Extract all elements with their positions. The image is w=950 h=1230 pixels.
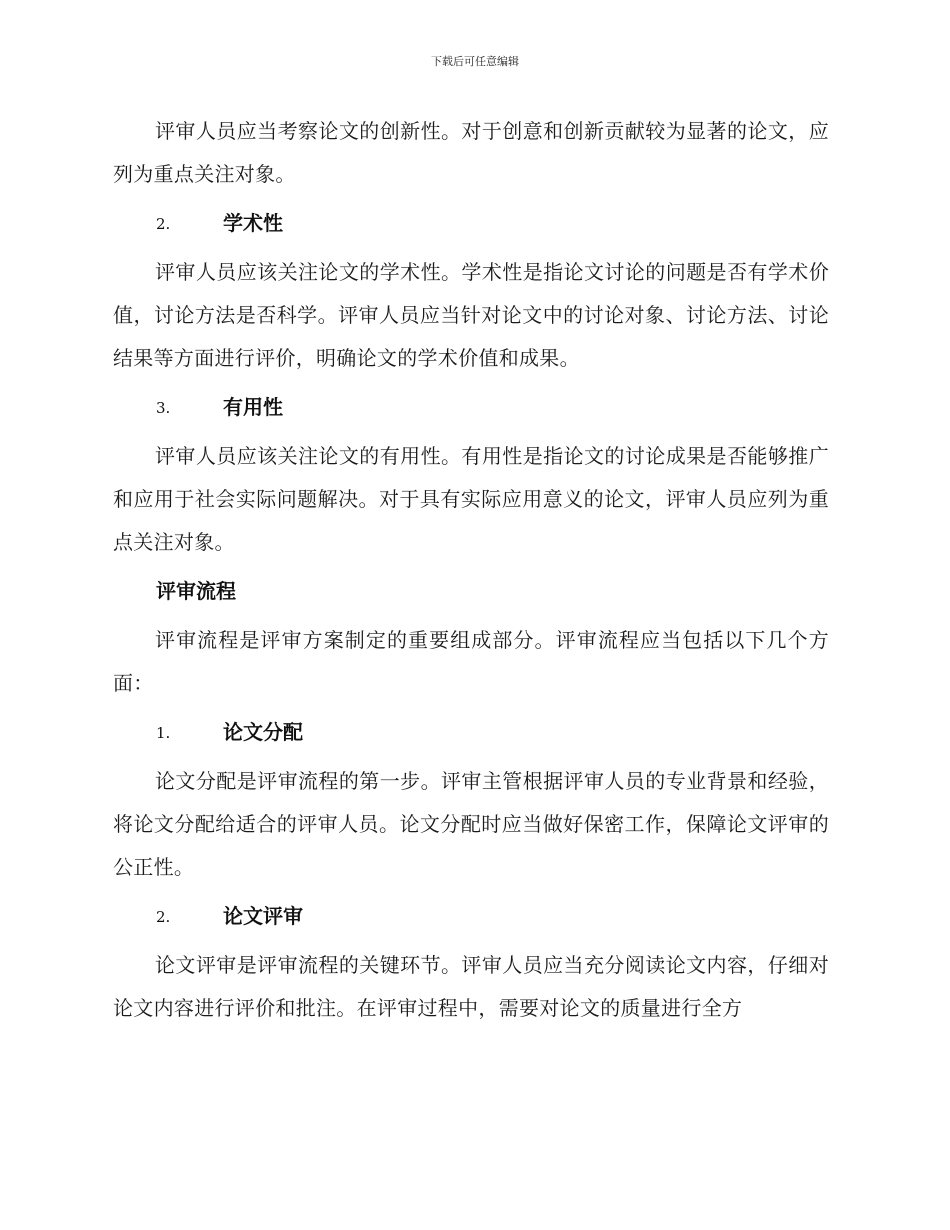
section-heading-paper-review — [113, 895, 829, 938]
paragraph-innovation: 评审人员应当考察论文的创新性。对于创意和创新贡献较为显著的论文，应列为重点关注对象。 — [113, 119, 829, 186]
paragraph-review-process: 评审流程是评审方案制定的重要组成部分。评审流程应当包括以下几个方面： — [113, 628, 829, 695]
heading-text: 论文评审 — [223, 904, 303, 928]
section-heading-review-process — [113, 570, 829, 613]
paragraph-paper-assignment: 论文分配是评审流程的第一步。评审主管根据评审人员的专业背景和经验，将论文分配给适合的评审人员。论文分配时应当做好保密工作，保障论文评审的公正性。 — [113, 769, 829, 879]
heading-text: 有用性 — [223, 395, 283, 419]
heading-number: 2. — [156, 215, 171, 233]
heading-number: 1. — [156, 724, 171, 742]
paragraph-usefulness: 评审人员应该关注论文的有用性。有用性是指论文的讨论成果是否能够推广和应用于社会实际问题解决。对于具有实际应用意义的论文，评审人员应列为重点关注对象。 — [113, 444, 829, 554]
page-header: 下载后可任意编辑 — [431, 55, 519, 68]
heading-text: 学术性 — [223, 211, 283, 235]
heading-number: 2. — [156, 908, 171, 926]
section-heading-paper-assignment — [113, 711, 829, 754]
document-body — [113, 110, 829, 1030]
section-heading-usefulness — [113, 386, 829, 429]
paragraph-paper-review: 论文评审是评审流程的关键环节。评审人员应当充分阅读论文内容，仔细对论文内容进行评价和批注。在评审过程中，需要对论文的质量进行全方 — [113, 953, 829, 1020]
section-heading-academic — [113, 202, 829, 245]
heading-text: 评审流程 — [156, 579, 236, 603]
paragraph-academic: 评审人员应该关注论文的学术性。学术性是指论文讨论的问题是否有学术价值，讨论方法是否科学。评审人员应当针对论文中的讨论对象、讨论方法、讨论结果等方面进行评价，明确论文的学术价值和成果。 — [113, 260, 829, 370]
heading-text: 论文分配 — [223, 720, 303, 744]
heading-number: 3. — [156, 399, 171, 417]
